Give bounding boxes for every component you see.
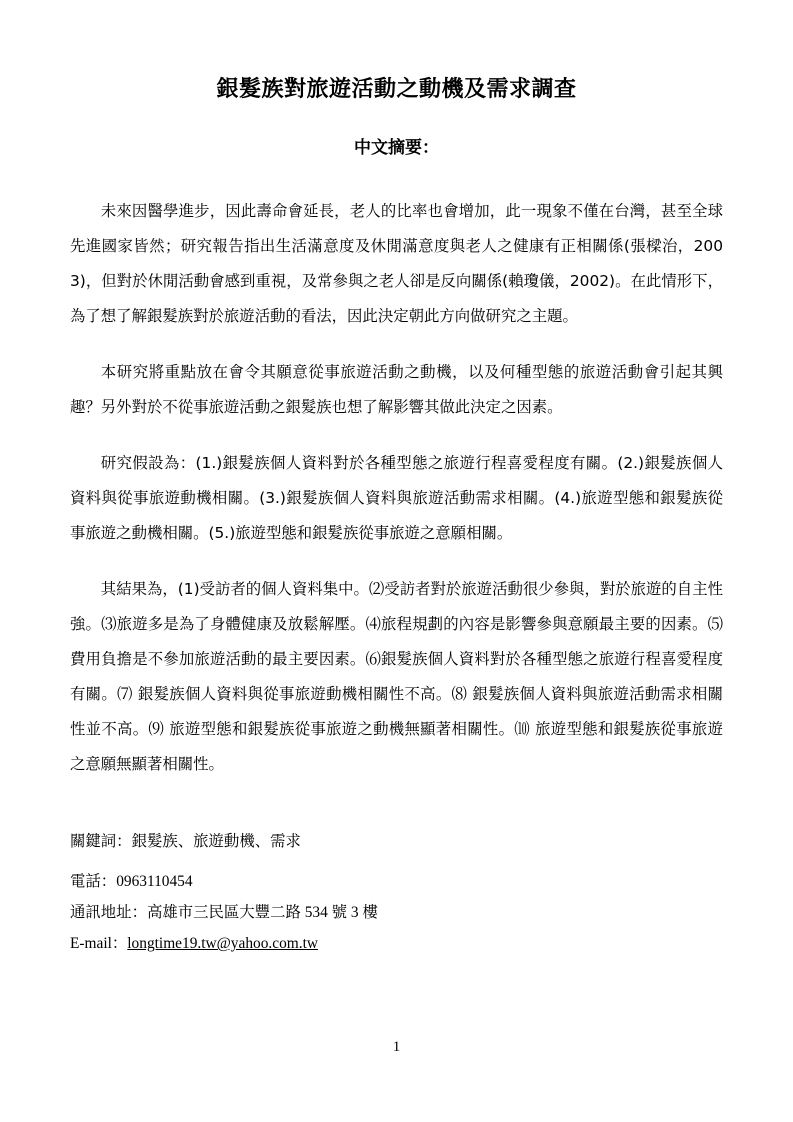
- contact-block: [70, 782, 723, 959]
- abstract-paragraph-2: 本研究將重點放在會令其願意從事旅遊活動之動機，以及何種型態的旅遊活動會引起其興趣？另外對於不從事旅遊活動之銀髮族也想了解影響其做此決定之因素。: [70, 363, 723, 417]
- email-line: [70, 928, 723, 959]
- keywords-value: 銀髮族、旅遊動機、需求: [131, 832, 301, 851]
- document-body: [70, 0, 723, 959]
- phone-label: 電話：: [70, 872, 117, 891]
- page-title: 銀髮族對旅遊活動之動機及需求調查: [216, 77, 577, 102]
- page-number: 1: [392, 1039, 401, 1055]
- email-label: E-mail：: [70, 935, 128, 953]
- email-value[interactable]: longtime19.tw@yahoo.com.tw: [127, 935, 318, 953]
- phone-value: 0963110454: [116, 873, 193, 891]
- abstract-paragraph-3-hypotheses: 研究假設為：(1.)銀髮族個人資料對於各種型態之旅遊行程喜愛程度有關。(2.)銀髮族個人資料與從事旅遊動機相關。(3.)銀髮族個人資料與旅遊活動需求相關。(4.)旅遊型態和銀髮族從事旅遊之動機相關。(5.)旅遊型態和銀髮族從事旅遊之意願相關。: [70, 454, 723, 543]
- keywords-line: [70, 826, 723, 866]
- address-value: 高雄市三民區大豐二路 534 號 3 樓: [146, 904, 378, 922]
- abstract-paragraph-1: 未來因醫學進步，因此壽命會延長，老人的比率也會增加，此一現象不僅在台灣，甚至全球先進國家皆然；研究報告指出生活滿意度及休閒滿意度與老人之健康有正相關係(張樑治，2003)，但對於休閒活動會感到重視，及常參與之老人卻是反向關係(賴瓊儀，2002)。在此情形下，為了想了解銀髮族對於旅遊活動的看法，因此決定朝此方向做研究之主題。: [70, 202, 723, 326]
- keywords-label: 關鍵詞：: [70, 832, 132, 851]
- abstract-heading: 中文摘要：: [354, 137, 439, 158]
- phone-line: [70, 866, 723, 897]
- address-line: [70, 897, 723, 928]
- address-label: 通訊地址：: [70, 903, 147, 922]
- abstract-paragraph-4-results: 其結果為，(1)受訪者的個人資料集中。⑵受訪者對於旅遊活動很少參與，對於旅遊的自主性強。⑶旅遊多是為了身體健康及放鬆解壓。⑷旅程規劃的內容是影響參與意願最主要的因素。⑸費用負擔是不參加旅遊活動的最主要因素。⑹銀髮族個人資料對於各種型態之旅遊行程喜愛程度有關。⑺ 銀髮族個人資料與從事旅遊動機相關性不高。⑻ 銀髮族個人資料與旅遊活動需求相關性並不高。⑼ 旅遊型態和銀髮族從事旅遊之動機無顯著相關性。⑽ 旅遊型態和銀髮族從事旅遊之意願無顯著相關性。: [70, 580, 723, 774]
